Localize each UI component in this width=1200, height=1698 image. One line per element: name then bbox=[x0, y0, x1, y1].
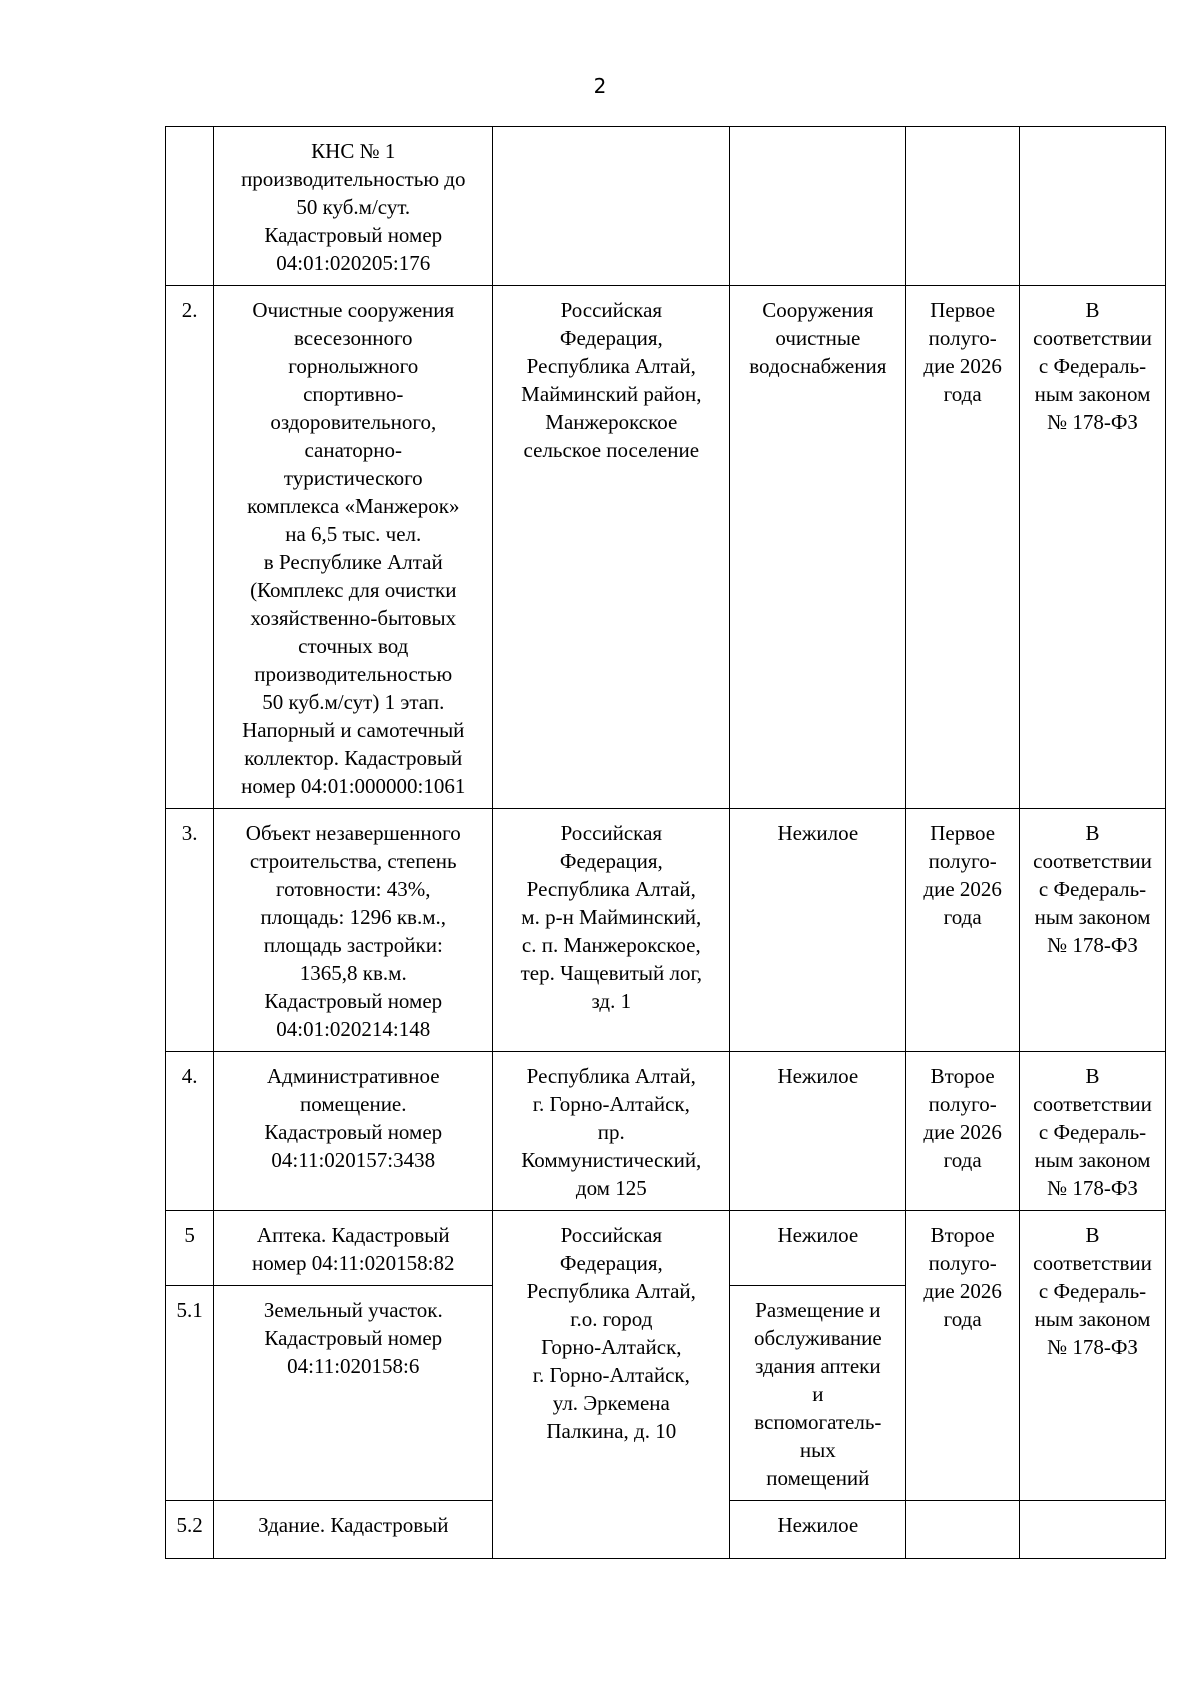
cell-purpose: Нежилое bbox=[730, 809, 906, 1052]
cell-address: Российская Федерация, Республика Алтай, Майминский район, Манжерокское сельское поселение bbox=[493, 286, 730, 809]
table-row bbox=[166, 1052, 1166, 1211]
table-row bbox=[166, 809, 1166, 1052]
cell-number: 5 bbox=[166, 1211, 214, 1286]
cell-method: В соответствии с Федераль- ным законом № 178-ФЗ bbox=[1020, 1052, 1166, 1211]
cell-number: 5.1 bbox=[166, 1286, 214, 1501]
table-row-continuation bbox=[166, 127, 1166, 286]
cell-object-name: Земельный участок. Кадастровый номер 04:11:020158:6 bbox=[214, 1286, 493, 1501]
cell-purpose: Нежилое bbox=[730, 1211, 906, 1286]
cell-purpose: Размещение и обслуживание здания аптеки и вспомогатель- ных помещений bbox=[730, 1286, 906, 1501]
cell-object-name: КНС № 1 производительностью до 50 куб.м/сут. Кадастровый номер 04:01:020205:176 bbox=[214, 127, 493, 286]
cell-address-merged: Российская Федерация, Республика Алтай, г.о. город Горно-Алтайск, г. Горно-Алтайск, ул. Эркемена Палкина, д. 10 bbox=[493, 1211, 730, 1559]
cell-number: 4. bbox=[166, 1052, 214, 1211]
cell-address: Республика Алтай, г. Горно-Алтайск, пр. Коммунистический, дом 125 bbox=[493, 1052, 730, 1211]
cell-purpose bbox=[730, 127, 906, 286]
cell-term: Второе полуго- дие 2026 года bbox=[906, 1052, 1020, 1211]
cell-purpose: Сооружения очистные водоснабжения bbox=[730, 286, 906, 809]
table-row bbox=[166, 1211, 1166, 1286]
cell-term bbox=[906, 127, 1020, 286]
property-table bbox=[165, 126, 1166, 1559]
cell-term-merged: Второе полуго- дие 2026 года bbox=[906, 1211, 1020, 1501]
cell-object-name: Административное помещение. Кадастровый номер 04:11:020157:3438 bbox=[214, 1052, 493, 1211]
cell-method: В соответствии с Федераль- ным законом № 178-ФЗ bbox=[1020, 809, 1166, 1052]
cell-object-name: Здание. Кадастровый bbox=[214, 1501, 493, 1559]
cell-term bbox=[906, 1501, 1020, 1559]
cell-number: 5.2 bbox=[166, 1501, 214, 1559]
cell-number bbox=[166, 127, 214, 286]
page-number: 2 bbox=[593, 74, 607, 98]
cell-term: Первое полуго- дие 2026 года bbox=[906, 809, 1020, 1052]
table-row bbox=[166, 286, 1166, 809]
cell-purpose: Нежилое bbox=[730, 1501, 906, 1559]
cell-address: Российская Федерация, Республика Алтай, м. р-н Майминский, с. п. Манжерокское, тер. Чащевитый лог, зд. 1 bbox=[493, 809, 730, 1052]
cell-number: 3. bbox=[166, 809, 214, 1052]
cell-term: Первое полуго- дие 2026 года bbox=[906, 286, 1020, 809]
cell-method bbox=[1020, 127, 1166, 286]
cell-method-merged: В соответствии с Федераль- ным законом № 178-ФЗ bbox=[1020, 1211, 1166, 1501]
cell-object-name: Объект незавершенного строительства, степень готовности: 43%, площадь: 1296 кв.м., площадь застройки: 1365,8 кв.м. Кадастровый номер 04:01:020214:148 bbox=[214, 809, 493, 1052]
cell-purpose: Нежилое bbox=[730, 1052, 906, 1211]
cell-method bbox=[1020, 1501, 1166, 1559]
cell-object-name: Очистные сооружения всесезонного горнолыжного спортивно- оздоровительного, санаторно- туристического комплекса «Манжерок» на 6,5 тыс. чел. в Республике Алтай (Комплекс для очистки хозяйственно-бытовых сточных вод производительностью 50 куб.м/сут) 1 этап. Напорный и самотечный коллектор. Кадастровый номер 04:01:000000:1061 bbox=[214, 286, 493, 809]
cell-method: В соответствии с Федераль- ным законом № 178-ФЗ bbox=[1020, 286, 1166, 809]
cell-number: 2. bbox=[166, 286, 214, 809]
cell-object-name: Аптека. Кадастровый номер 04:11:020158:82 bbox=[214, 1211, 493, 1286]
cell-address bbox=[493, 127, 730, 286]
